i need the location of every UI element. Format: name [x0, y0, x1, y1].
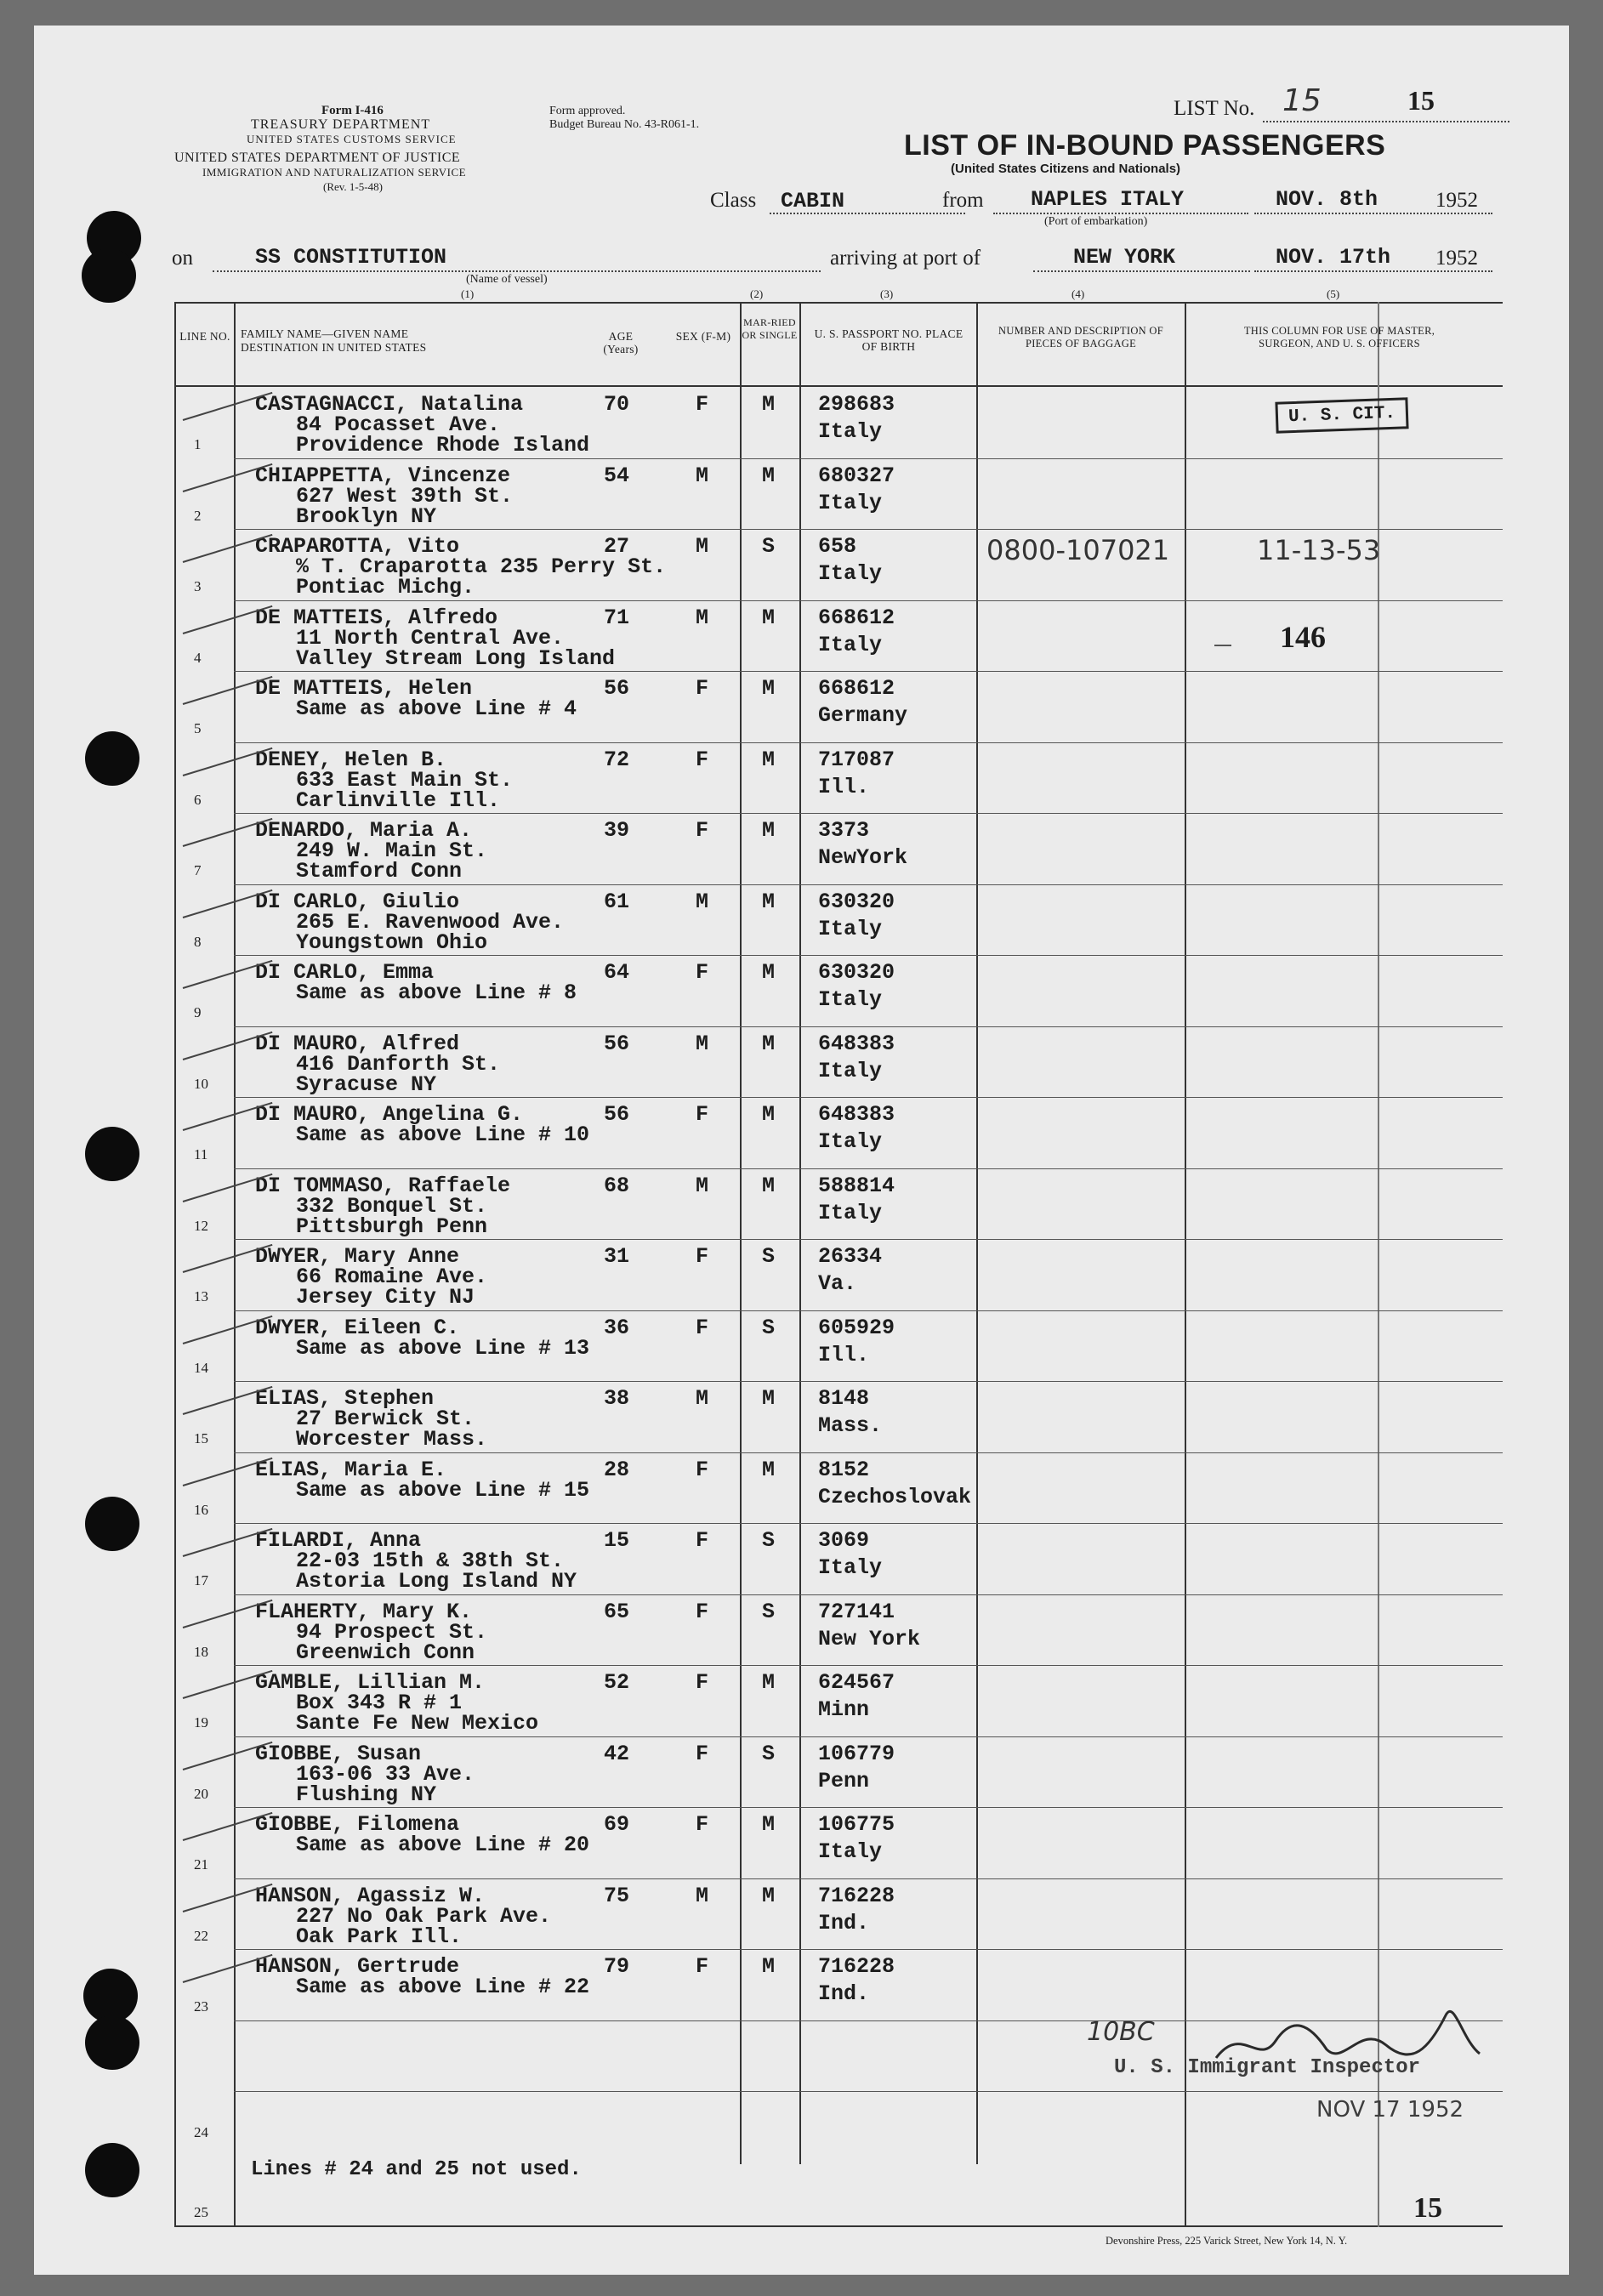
row-separator — [234, 1665, 1503, 1666]
arrival-year: 1952 — [1435, 247, 1478, 270]
marital-status: M — [762, 1174, 776, 1198]
line-number: 17 — [194, 1572, 208, 1588]
punch-hole — [85, 731, 139, 786]
passenger-name: GIOBBE, Susan — [255, 1742, 422, 1766]
address-line-2: Syracuse NY — [296, 1072, 437, 1097]
col-header-line: LINE NO. — [179, 330, 230, 343]
passenger-name: DENEY, Helen B. — [255, 747, 447, 772]
passport-number: 106779 — [818, 1742, 895, 1766]
place-of-birth: Penn — [818, 1769, 870, 1793]
sex: F — [696, 1244, 709, 1269]
row-separator — [234, 1949, 1503, 1950]
marital-status: M — [762, 1670, 776, 1695]
colnum-2: (2) — [750, 287, 764, 300]
date-handwritten: 11-13-53 — [1257, 534, 1381, 566]
marital-status: M — [762, 605, 776, 630]
line-number: 3 — [194, 578, 202, 594]
age: 42 — [604, 1742, 630, 1766]
age: 72 — [604, 747, 630, 772]
marital-status: S — [762, 1244, 776, 1269]
passenger-name: ELIAS, Stephen — [255, 1386, 435, 1411]
address-line-1: 84 Pocasset Ave. — [296, 412, 501, 437]
place-of-birth: Italy — [818, 1555, 883, 1580]
col-header-name: FAMILY NAME—GIVEN NAME — [241, 327, 409, 340]
row-separator — [234, 600, 1503, 601]
age: 54 — [604, 463, 630, 488]
table-top-border — [174, 302, 1503, 304]
passenger-name: CHIAPPETTA, Vincenze — [255, 463, 511, 488]
sex: F — [696, 1528, 709, 1553]
table-header-border — [174, 385, 1503, 387]
marital-status: M — [762, 463, 776, 488]
line-number: 23 — [194, 1998, 208, 2015]
marital-status: M — [762, 676, 776, 701]
marital-status: S — [762, 534, 776, 559]
passenger-name: FILARDI, Anna — [255, 1528, 422, 1553]
address-line-1: Same as above Line # 8 — [296, 980, 577, 1005]
line-number: 8 — [194, 934, 202, 950]
passenger-name: DE MATTEIS, Alfredo — [255, 605, 498, 630]
sex: F — [696, 1670, 709, 1695]
row-separator — [234, 1523, 1503, 1524]
address-line-1: Same as above Line # 20 — [296, 1833, 590, 1857]
marital-status: M — [762, 1812, 776, 1837]
colnum-1: (1) — [461, 287, 475, 300]
address-line-2: Pittsburgh Penn — [296, 1214, 488, 1239]
passenger-name: DI CARLO, Giulio — [255, 889, 460, 914]
vessel-caption: (Name of vessel) — [466, 273, 548, 286]
age: 39 — [604, 818, 630, 843]
arrival-date: NOV. 17th — [1276, 245, 1391, 270]
age: 31 — [604, 1244, 630, 1269]
line-number: 15 — [194, 1430, 208, 1446]
line-number: 24 — [194, 2124, 208, 2140]
embark-date: NOV. 8th — [1276, 187, 1378, 212]
punch-hole — [85, 2015, 139, 2070]
arrival-port: NEW YORK — [1073, 245, 1176, 270]
passport-number: 605929 — [818, 1316, 895, 1340]
sex: F — [696, 747, 709, 772]
row-separator — [234, 1310, 1503, 1311]
address-line-1: 163-06 33 Ave. — [296, 1762, 475, 1787]
passenger-name: FLAHERTY, Mary K. — [255, 1600, 473, 1624]
sex: M — [696, 1386, 709, 1411]
marital-status: M — [762, 1102, 776, 1127]
doj-label: UNITED STATES DEPARTMENT OF JUSTICE — [174, 151, 461, 165]
list-no-line — [1263, 121, 1509, 122]
place-of-birth: Ind. — [818, 1911, 870, 1935]
marital-status: S — [762, 1742, 776, 1766]
ins-label: IMMIGRATION AND NATURALIZATION SERVICE — [202, 166, 467, 179]
passenger-name: CASTAGNACCI, Natalina — [255, 392, 524, 417]
punch-hole — [82, 248, 136, 303]
passenger-name: CRAPAROTTA, Vito — [255, 534, 460, 559]
address-line-1: 22-03 15th & 38th St. — [296, 1549, 565, 1573]
age: 61 — [604, 889, 630, 914]
line-number: 13 — [194, 1288, 208, 1304]
address-line-2: Astoria Long Island NY — [296, 1569, 577, 1594]
passport-number: 588814 — [818, 1174, 895, 1198]
passenger-name: DI TOMMASO, Raffaele — [255, 1174, 511, 1198]
passport-number: 717087 — [818, 747, 895, 772]
marital-status: M — [762, 747, 776, 772]
line-number: 10 — [194, 1076, 208, 1092]
address-line-2: Carlinville Ill. — [296, 788, 501, 813]
address-line-1: 633 East Main St. — [296, 768, 514, 793]
marital-status: M — [762, 1884, 776, 1908]
number-stamp: 146 — [1280, 620, 1326, 654]
from-value: NAPLES ITALY — [1031, 187, 1185, 212]
col-border — [976, 302, 978, 2164]
sex: F — [696, 1316, 709, 1340]
passport-number: 668612 — [818, 605, 895, 630]
address-line-2: Youngstown Ohio — [296, 930, 488, 955]
age: 56 — [604, 676, 630, 701]
us-citizen-stamp: U. S. CIT. — [1275, 397, 1408, 433]
age: 15 — [604, 1528, 630, 1553]
sex: M — [696, 1174, 709, 1198]
sex: F — [696, 1954, 709, 1979]
vessel-name: SS CONSTITUTION — [255, 245, 447, 270]
document-sheet — [34, 26, 1569, 2275]
colnum-4: (4) — [1072, 287, 1085, 300]
age: 28 — [604, 1458, 630, 1482]
form-approved: Form approved. — [549, 105, 626, 117]
address-line-2: Stamford Conn — [296, 859, 463, 884]
address-line-1: Same as above Line # 15 — [296, 1478, 590, 1503]
sex: F — [696, 818, 709, 843]
col-border — [234, 302, 236, 2227]
address-line-1: 265 E. Ravenwood Ave. — [296, 910, 565, 935]
place-of-birth: Italy — [818, 1059, 883, 1083]
age: 64 — [604, 960, 630, 985]
col-border — [174, 302, 176, 2227]
address-line-1: Same as above Line # 4 — [296, 696, 577, 721]
col-border — [799, 302, 801, 2164]
punch-hole — [85, 1127, 139, 1181]
marital-status: S — [762, 1316, 776, 1340]
place-of-birth: Czechoslovak — [818, 1485, 972, 1509]
passport-number: 106775 — [818, 1812, 895, 1837]
embark-caption: (Port of embarkation) — [1044, 215, 1148, 228]
place-of-birth: Italy — [818, 419, 883, 444]
row-separator — [234, 1239, 1503, 1240]
place-of-birth: Minn — [818, 1697, 870, 1722]
place-of-birth: Ill. — [818, 775, 870, 799]
place-of-birth: Va. — [818, 1271, 857, 1296]
not-used-note: Lines # 24 and 25 not used. — [251, 2158, 582, 2181]
passenger-name: HANSON, Gertrude — [255, 1954, 460, 1979]
inspector-initials: 10BC — [1087, 2017, 1155, 2047]
line-number: 1 — [194, 436, 202, 452]
class-label: Class — [710, 189, 757, 212]
dash-mark — [1214, 645, 1231, 646]
sex: F — [696, 1812, 709, 1837]
row-separator — [234, 884, 1503, 885]
punch-hole — [85, 1497, 139, 1551]
age: 38 — [604, 1386, 630, 1411]
address-line-1: 627 West 39th St. — [296, 484, 514, 509]
address-line-1: 11 North Central Ave. — [296, 626, 565, 651]
address-line-2: Greenwich Conn — [296, 1640, 475, 1665]
passport-number: 3069 — [818, 1528, 870, 1553]
col-header-age: AGE (Years) — [603, 330, 639, 355]
form-number: Form I-416 — [321, 104, 384, 117]
passenger-name: DI CARLO, Emma — [255, 960, 435, 985]
place-of-birth: Italy — [818, 1129, 883, 1154]
marital-status: M — [762, 889, 776, 914]
address-line-1: 94 Prospect St. — [296, 1620, 488, 1645]
passenger-name: DI MAURO, Angelina G. — [255, 1102, 524, 1127]
address-line-2: Sante Fe New Mexico — [296, 1711, 539, 1736]
sex: F — [696, 1458, 709, 1482]
colnum-3: (3) — [880, 287, 894, 300]
sex: F — [696, 1102, 709, 1127]
marital-status: M — [762, 392, 776, 417]
row-separator — [234, 1807, 1503, 1808]
passport-number: 630320 — [818, 889, 895, 914]
budget-bureau: Budget Bureau No. 43-R061-1. — [549, 118, 700, 131]
inspector-date-stamp: NOV 17 1952 — [1316, 2097, 1464, 2123]
row-separator — [234, 1736, 1503, 1737]
row-separator — [234, 955, 1503, 956]
address-line-1: 27 Berwick St. — [296, 1407, 475, 1431]
line-number: 21 — [194, 1856, 208, 1873]
age: 52 — [604, 1670, 630, 1695]
passenger-name: DE MATTEIS, Helen — [255, 676, 473, 701]
treasury-dept: TREASURY DEPARTMENT — [251, 117, 431, 132]
address-line-1: Same as above Line # 22 — [296, 1975, 590, 1999]
sex: F — [696, 960, 709, 985]
passport-number: 658 — [818, 534, 857, 559]
address-line-2: Oak Park Ill. — [296, 1924, 463, 1949]
on-label: on — [172, 247, 193, 270]
marital-status: S — [762, 1528, 776, 1553]
line-number: 14 — [194, 1360, 208, 1376]
passport-number: 8148 — [818, 1386, 870, 1411]
row-separator — [234, 671, 1503, 672]
passport-number: 680327 — [818, 463, 895, 488]
colnum-5: (5) — [1327, 287, 1340, 300]
age: 75 — [604, 1884, 630, 1908]
page-number: 15 — [1413, 2192, 1442, 2224]
address-line-1: 227 No Oak Park Ave. — [296, 1904, 552, 1929]
place-of-birth: Italy — [818, 561, 883, 586]
row-separator — [234, 813, 1503, 814]
arriving-label: arriving at port of — [830, 247, 981, 270]
printer-imprint: Devonshire Press, 225 Varick Street, New York 14, N. Y. — [1106, 2235, 1348, 2247]
address-line-1: 249 W. Main St. — [296, 838, 488, 863]
port-line — [1033, 270, 1250, 272]
marital-status: M — [762, 1954, 776, 1979]
age: 27 — [604, 534, 630, 559]
line-number: 12 — [194, 1218, 208, 1234]
line-number: 22 — [194, 1928, 208, 1944]
address-line-1: Same as above Line # 13 — [296, 1336, 590, 1361]
passport-number: 630320 — [818, 960, 895, 985]
address-line-2: Valley Stream Long Island — [296, 646, 616, 671]
age: 79 — [604, 1954, 630, 1979]
passport-number: 8152 — [818, 1458, 870, 1482]
place-of-birth: NewYork — [818, 845, 908, 870]
marital-status: M — [762, 818, 776, 843]
sex: M — [696, 463, 709, 488]
row-separator — [234, 742, 1503, 743]
place-of-birth: Italy — [818, 1839, 883, 1864]
rev-label: (Rev. 1-5-48) — [323, 180, 383, 193]
date-line — [1254, 213, 1492, 214]
place-of-birth: Italy — [818, 987, 883, 1012]
passenger-name: GAMBLE, Lillian M. — [255, 1670, 486, 1695]
age: 69 — [604, 1812, 630, 1837]
passenger-name: DWYER, Eileen C. — [255, 1316, 460, 1340]
sex: M — [696, 889, 709, 914]
table-bottom-border — [174, 2225, 1503, 2227]
row-separator — [234, 1452, 1503, 1453]
address-line-1: % T. Craparotta 235 Perry St. — [296, 554, 667, 579]
col-header-officers: THIS COLUMN FOR USE OF MASTER, SURGEON, AND U. S. OFFICERS — [1243, 325, 1435, 350]
age: 65 — [604, 1600, 630, 1624]
address-line-2: Worcester Mass. — [296, 1427, 488, 1452]
row-separator — [234, 1381, 1503, 1382]
line-number: 9 — [194, 1004, 202, 1020]
line-number: 7 — [194, 862, 202, 878]
row-separator — [234, 1097, 1503, 1098]
address-line-2: Providence Rhode Island — [296, 433, 590, 457]
line-number: 16 — [194, 1502, 208, 1518]
customs-service: UNITED STATES CUSTOMS SERVICE — [247, 133, 457, 145]
address-line-1: 416 Danforth St. — [296, 1052, 501, 1077]
list-no-label: LIST No. — [1174, 97, 1255, 120]
age: 68 — [604, 1174, 630, 1198]
address-line-1: Same as above Line # 10 — [296, 1122, 590, 1147]
col-header-baggage: NUMBER AND DESCRIPTION OF PIECES OF BAGGAGE — [998, 325, 1163, 350]
passenger-name: DENARDO, Maria A. — [255, 818, 473, 843]
passport-number: 727141 — [818, 1600, 895, 1624]
passport-number: 3373 — [818, 818, 870, 843]
row-separator — [234, 1026, 1503, 1027]
line-number: 5 — [194, 720, 202, 736]
sex: F — [696, 676, 709, 701]
passport-number: 668612 — [818, 676, 895, 701]
class-value: CABIN — [781, 189, 845, 213]
col-header-destination: DESTINATION IN UNITED STATES — [241, 341, 427, 354]
address-line-2: Pontiac Michg. — [296, 575, 475, 600]
marital-status: M — [762, 960, 776, 985]
passenger-name: DI MAURO, Alfred — [255, 1031, 460, 1056]
passport-number: 26334 — [818, 1244, 883, 1269]
passport-number: 716228 — [818, 1884, 895, 1908]
age: 71 — [604, 605, 630, 630]
passenger-name: DWYER, Mary Anne — [255, 1244, 460, 1269]
from-label: from — [942, 189, 984, 212]
place-of-birth: Ind. — [818, 1981, 870, 2006]
row-separator — [234, 1878, 1503, 1879]
arrival-date-line — [1254, 270, 1492, 272]
line-number: 2 — [194, 508, 202, 524]
passenger-name: HANSON, Agassiz W. — [255, 1884, 486, 1908]
address-line-2: Flushing NY — [296, 1782, 437, 1807]
fold-line — [1378, 302, 1379, 2227]
marital-status: M — [762, 1031, 776, 1056]
address-line-2: Jersey City NJ — [296, 1285, 475, 1310]
sex: M — [696, 1031, 709, 1056]
page-title: LIST OF IN-BOUND PASSENGERS — [904, 129, 1386, 162]
col-header-sex: SEX (F-M) — [675, 330, 731, 343]
place-of-birth: Germany — [818, 703, 908, 728]
sex: F — [696, 392, 709, 417]
passport-number: 648383 — [818, 1031, 895, 1056]
line-number: 18 — [194, 1644, 208, 1660]
place-of-birth: Italy — [818, 633, 883, 657]
list-no-typed: 15 — [1407, 85, 1435, 116]
list-no-handwritten: 15 — [1282, 83, 1322, 118]
sex: M — [696, 1884, 709, 1908]
place-of-birth: Italy — [818, 917, 883, 941]
col-border — [740, 302, 742, 2164]
marital-status: M — [762, 1386, 776, 1411]
line-number: 19 — [194, 1714, 208, 1731]
age: 56 — [604, 1102, 630, 1127]
punch-hole — [85, 2143, 139, 2197]
passport-number: 624567 — [818, 1670, 895, 1695]
address-line-2: Brooklyn NY — [296, 504, 437, 529]
col-header-married: MAR-RIED OR SINGLE — [742, 316, 798, 341]
line-number: 6 — [194, 792, 202, 808]
row-separator — [234, 458, 1503, 459]
address-line-1: 332 Bonquel St. — [296, 1194, 488, 1219]
inspector-label: U. S. Immigrant Inspector — [1114, 2056, 1421, 2079]
passport-number: 298683 — [818, 392, 895, 417]
passport-number: 648383 — [818, 1102, 895, 1127]
passenger-name: ELIAS, Maria E. — [255, 1458, 447, 1482]
line-number: 25 — [194, 2204, 208, 2220]
col-border — [1185, 302, 1186, 2227]
age: 36 — [604, 1316, 630, 1340]
row-separator — [234, 2091, 1503, 2092]
marital-status: S — [762, 1600, 776, 1624]
sex: F — [696, 1600, 709, 1624]
page-subtitle: (United States Citizens and Nationals) — [951, 162, 1181, 176]
baggage-handwritten: 0800-107021 — [986, 534, 1170, 566]
sex: F — [696, 1742, 709, 1766]
address-line-1: Box 343 R # 1 — [296, 1691, 463, 1715]
row-separator — [234, 1594, 1503, 1595]
passport-number: 716228 — [818, 1954, 895, 1979]
marital-status: M — [762, 1458, 776, 1482]
address-line-1: 66 Romaine Ave. — [296, 1265, 488, 1289]
row-separator — [234, 1168, 1503, 1169]
passenger-name: GIOBBE, Filomena — [255, 1812, 460, 1837]
age: 70 — [604, 392, 630, 417]
place-of-birth: Mass. — [818, 1413, 883, 1438]
line-number: 11 — [194, 1146, 208, 1162]
place-of-birth: Ill. — [818, 1343, 870, 1367]
line-number: 4 — [194, 650, 202, 666]
place-of-birth: New York — [818, 1627, 921, 1651]
embark-year: 1952 — [1435, 189, 1478, 212]
place-of-birth: Italy — [818, 1201, 883, 1225]
row-separator — [234, 529, 1503, 530]
sex: M — [696, 534, 709, 559]
sex: M — [696, 605, 709, 630]
place-of-birth: Italy — [818, 491, 883, 515]
line-number: 20 — [194, 1786, 208, 1802]
col-header-passport: U. S. PASSPORT NO. PLACE OF BIRTH — [814, 327, 964, 353]
age: 56 — [604, 1031, 630, 1056]
